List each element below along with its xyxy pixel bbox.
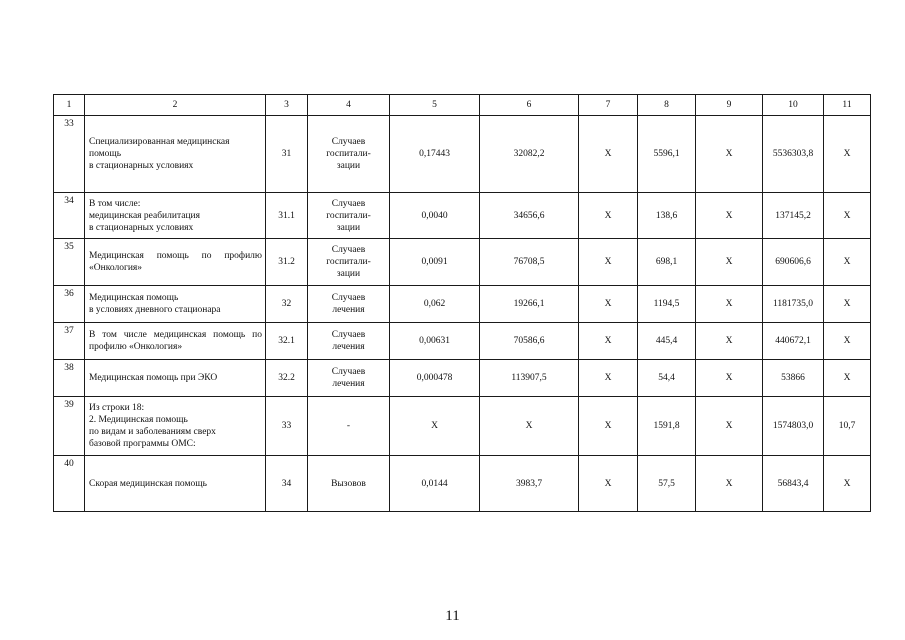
row-unit xyxy=(308,193,390,239)
column-header: 10 xyxy=(763,95,824,116)
row-code: 34 xyxy=(266,456,308,512)
cell-col10: 137145,2 xyxy=(763,193,824,239)
row-code: 31.2 xyxy=(266,239,308,286)
row-name xyxy=(85,193,266,239)
table-row xyxy=(54,456,871,512)
cell-col9: Х xyxy=(696,116,763,193)
cell-col9: Х xyxy=(696,360,763,397)
row-unit xyxy=(308,239,390,286)
cell-col11: Х xyxy=(824,323,871,360)
table-row xyxy=(54,239,871,286)
row-unit xyxy=(308,323,390,360)
row-name xyxy=(85,323,266,360)
cell-col9: Х xyxy=(696,323,763,360)
row-code: 33 xyxy=(266,397,308,456)
column-number-row xyxy=(54,95,871,116)
row-unit xyxy=(308,456,390,512)
cell-col9: Х xyxy=(696,239,763,286)
row-unit xyxy=(308,397,390,456)
cell-col11: Х xyxy=(824,456,871,512)
row-name xyxy=(85,239,266,286)
cell-col5: 0,000478 xyxy=(390,360,480,397)
cell-col5: 0,0144 xyxy=(390,456,480,512)
cell-col10: 690606,6 xyxy=(763,239,824,286)
cell-col7: Х xyxy=(579,193,638,239)
cell-col8: 1194,5 xyxy=(638,286,696,323)
row-name-text: Медицинская помощь при ЭКО xyxy=(89,373,218,383)
table-row xyxy=(54,193,871,239)
cell-col9: Х xyxy=(696,286,763,323)
cell-col8: 445,4 xyxy=(638,323,696,360)
cell-col11: Х xyxy=(824,360,871,397)
row-name-text: Медицинская помощь по профилю «Онкология» xyxy=(89,251,262,273)
cell-col7: Х xyxy=(579,397,638,456)
cell-col8: 1591,8 xyxy=(638,397,696,456)
cell-col7: Х xyxy=(579,456,638,512)
row-code: 31.1 xyxy=(266,193,308,239)
column-header: 5 xyxy=(390,95,480,116)
row-name xyxy=(85,286,266,323)
cell-col10: 53866 xyxy=(763,360,824,397)
cell-col6: 113907,5 xyxy=(480,360,579,397)
cell-col6: 3983,7 xyxy=(480,456,579,512)
cell-col6: Х xyxy=(480,397,579,456)
row-unit-text: Случаев лечения xyxy=(331,330,366,352)
row-unit-text: Случаев госпитали- зации xyxy=(326,137,371,171)
cell-col7: Х xyxy=(579,323,638,360)
row-name-text: Специализированная медицинская помощь в стационарных условиях xyxy=(89,137,230,171)
row-code: 32 xyxy=(266,286,308,323)
column-header: 9 xyxy=(696,95,763,116)
cell-col10: 1181735,0 xyxy=(763,286,824,323)
cell-col8: 138,6 xyxy=(638,193,696,239)
column-header: 6 xyxy=(480,95,579,116)
row-number: 37 xyxy=(54,323,85,360)
column-header: 4 xyxy=(308,95,390,116)
cell-col6: 34656,6 xyxy=(480,193,579,239)
row-number: 34 xyxy=(54,193,85,239)
page-number: 11 xyxy=(445,608,460,624)
cell-col7: Х xyxy=(579,116,638,193)
row-number: 33 xyxy=(54,116,85,193)
cell-col6: 76708,5 xyxy=(480,239,579,286)
data-table xyxy=(53,94,871,512)
row-number: 35 xyxy=(54,239,85,286)
cell-col9: Х xyxy=(696,397,763,456)
cell-col5: 0,0091 xyxy=(390,239,480,286)
row-code: 32.1 xyxy=(266,323,308,360)
cell-col7: Х xyxy=(579,239,638,286)
cell-col7: Х xyxy=(579,360,638,397)
column-header: 1 xyxy=(54,95,85,116)
row-unit xyxy=(308,116,390,193)
cell-col5: 0,17443 xyxy=(390,116,480,193)
row-number: 39 xyxy=(54,397,85,456)
row-unit xyxy=(308,286,390,323)
row-unit-text: Случаев лечения xyxy=(331,293,366,315)
row-code: 31 xyxy=(266,116,308,193)
cell-col6: 19266,1 xyxy=(480,286,579,323)
cell-col11: 10,7 xyxy=(824,397,871,456)
column-header: 7 xyxy=(579,95,638,116)
row-name-text: В том числе: медицинская реабилитация в стационарных условиях xyxy=(89,198,200,233)
cell-col10: 1574803,0 xyxy=(763,397,824,456)
cell-col10: 5536303,8 xyxy=(763,116,824,193)
row-name-text: Медицинская помощь в условиях дневного стационара xyxy=(89,293,221,315)
cell-col5: Х xyxy=(390,397,480,456)
row-unit-text: Случаев госпитали- зации xyxy=(326,245,371,279)
cell-col8: 57,5 xyxy=(638,456,696,512)
column-header: 2 xyxy=(85,95,266,116)
cell-col5: 0,062 xyxy=(390,286,480,323)
table-row xyxy=(54,397,871,456)
cell-col9: Х xyxy=(696,193,763,239)
row-unit-text: Случаев лечения xyxy=(331,367,366,389)
cell-col10: 56843,4 xyxy=(763,456,824,512)
cell-col10: 440672,1 xyxy=(763,323,824,360)
cell-col11: Х xyxy=(824,286,871,323)
table-row xyxy=(54,323,871,360)
row-unit-text: Вызовов xyxy=(331,478,366,489)
row-name xyxy=(85,360,266,397)
cell-col6: 70586,6 xyxy=(480,323,579,360)
row-unit-text: - xyxy=(346,421,351,431)
row-unit xyxy=(308,360,390,397)
row-name xyxy=(85,456,266,512)
row-number: 40 xyxy=(54,456,85,512)
cell-col11: Х xyxy=(824,116,871,193)
row-name xyxy=(85,116,266,193)
cell-col9: Х xyxy=(696,456,763,512)
row-name-text: Скорая медицинская помощь xyxy=(89,478,207,489)
column-header: 11 xyxy=(824,95,871,116)
cell-col5: 0,0040 xyxy=(390,193,480,239)
cell-col11: Х xyxy=(824,193,871,239)
cell-col8: 5596,1 xyxy=(638,116,696,193)
column-header: 8 xyxy=(638,95,696,116)
cell-col11: Х xyxy=(824,239,871,286)
row-name-text: В том числе медицинская помощь по профилю «Онкология» xyxy=(89,330,262,352)
cell-col8: 54,4 xyxy=(638,360,696,397)
table-row xyxy=(54,360,871,397)
cell-col6: 32082,2 xyxy=(480,116,579,193)
row-number: 36 xyxy=(54,286,85,323)
row-number: 38 xyxy=(54,360,85,397)
column-header: 3 xyxy=(266,95,308,116)
cell-col7: Х xyxy=(579,286,638,323)
row-name-text: Из строки 18: 2. Медицинская помощь по видам и заболеваниям сверх базовой программы ОМС: xyxy=(89,403,216,449)
row-code: 32.2 xyxy=(266,360,308,397)
row-name xyxy=(85,397,266,456)
cell-col5: 0,00631 xyxy=(390,323,480,360)
row-unit-text: Случаев госпитали- зации xyxy=(326,198,371,233)
table-row xyxy=(54,116,871,193)
table-row xyxy=(54,286,871,323)
cell-col8: 698,1 xyxy=(638,239,696,286)
